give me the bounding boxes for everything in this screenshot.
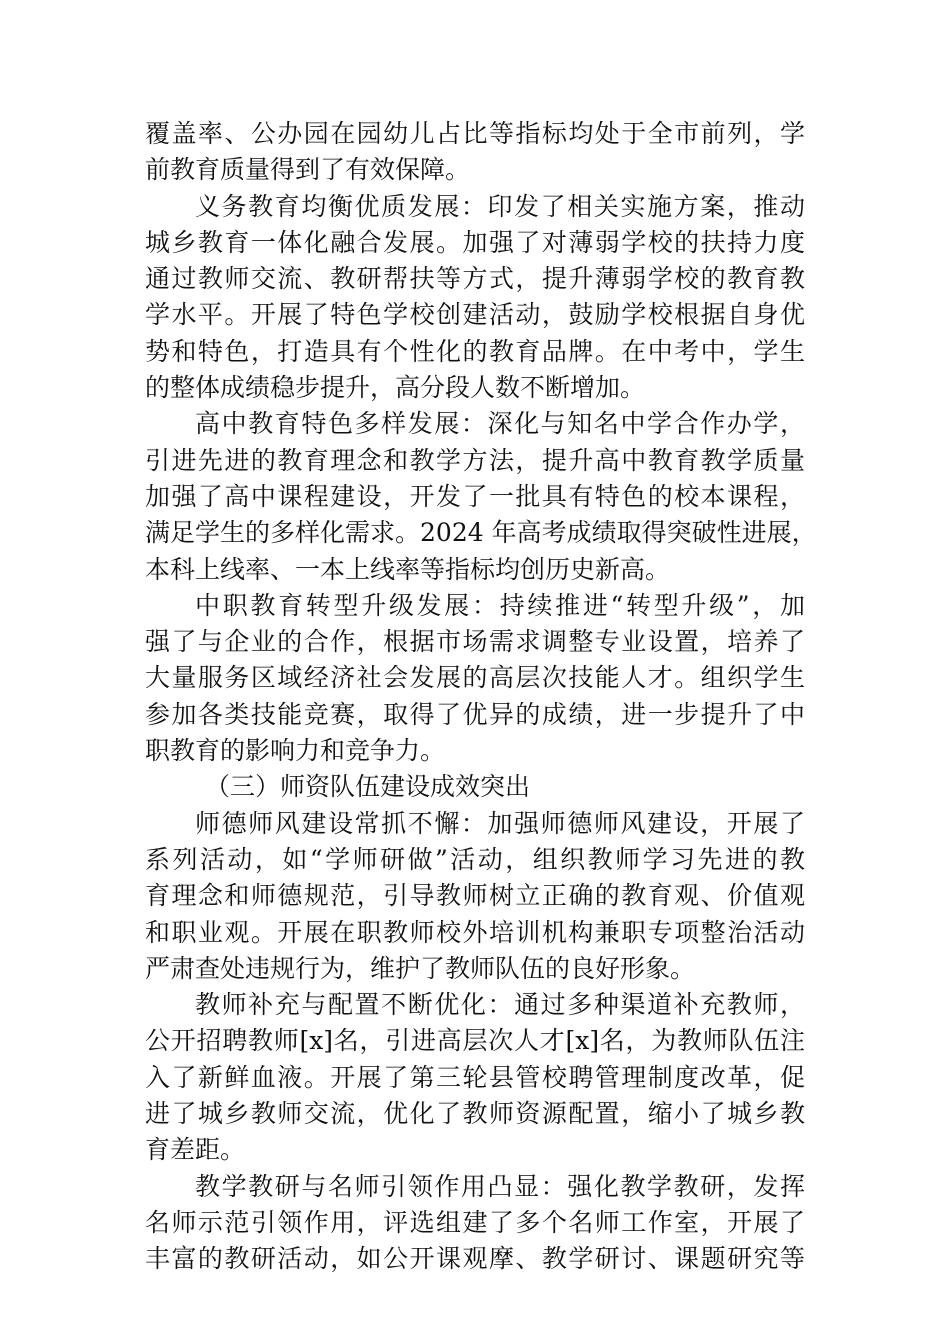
text-line: 入了新鲜血液。开展了第三轮县管校聘管理制度改革，促 [145, 1062, 805, 1092]
text-line: 参加各类技能竞赛，取得了优异的成绩，进一步提升了中 [145, 699, 805, 729]
document-body [145, 116, 817, 1278]
text-line: 丰富的教研活动，如公开课观摩、教学研讨、课题研究等 [145, 1244, 805, 1274]
text-line: 覆盖率、公办园在园幼儿占比等指标均处于全市前列，学 [145, 119, 805, 148]
text-line: 通过教师交流、教研帮扶等方式，提升薄弱学校的教育教 [145, 264, 805, 294]
text-line: 本科上线率、一本上线率等指标均创历史新高。 [145, 554, 671, 584]
text-line: 强了与企业的合作，根据市场需求调整专业设置，培养了 [145, 627, 805, 657]
text-line: 和职业观。开展在职教师校外培训机构兼职专项整治活动 [145, 917, 805, 947]
text-line: 教学教研与名师引领作用凸显：强化教学教研，发挥 [195, 1171, 805, 1201]
text-line: 势和特色，打造具有个性化的教育品牌。在中考中，学生 [145, 336, 805, 366]
text-line: 严肃查处违规行为，维护了教师队伍的良好形象。 [145, 953, 696, 983]
text-line: 名师示范引领作用，评选组建了多个名师工作室，开展了 [145, 1207, 805, 1237]
text-line: 师德师风建设常抓不懈：加强师德师风建设，开展了 [195, 808, 805, 838]
text-line: 加强了高中课程建设，开发了一批具有特色的校本课程， [145, 481, 805, 511]
section-heading: （三）师资队伍建设成效突出 [205, 772, 531, 802]
text-line: 前教育质量得到了有效保障。 [145, 155, 471, 185]
text-line: 育差距。 [145, 1135, 246, 1165]
text-line: 满足学生的多样化需求。2024 年高考成绩取得突破性进展， [145, 518, 817, 548]
text-line: 的整体成绩稳步提升，高分段人数不断增加。 [145, 373, 646, 403]
text-line: 中职教育转型升级发展：持续推进“转型升级”，加 [195, 590, 805, 620]
text-line: 育理念和师德规范，引导教师树立正确的教育观、价值观 [145, 881, 805, 911]
text-line: 进了城乡教师交流，优化了教师资源配置，缩小了城乡教 [145, 1099, 805, 1129]
text-line: 高中教育特色多样发展：深化与知名中学合作办学， [195, 409, 805, 439]
text-line: 系列活动，如“学师研做”活动，组织教师学习先进的教 [145, 844, 805, 874]
text-line: 引进先进的教育理念和教学方法，提升高中教育教学质量 [145, 445, 805, 475]
text-line: 教师补充与配置不断优化：通过多种渠道补充教师， [195, 990, 805, 1020]
text-line: 职教育的影响力和竞争力。 [145, 736, 446, 766]
text-line: 大量服务区域经济社会发展的高层次技能人才。组织学生 [145, 663, 805, 693]
text-line: 城乡教育一体化融合发展。加强了对薄弱学校的扶持力度 [145, 227, 805, 257]
text-line: 义务教育均衡优质发展：印发了相关实施方案，推动 [195, 191, 805, 221]
text-line: 学水平。开展了特色学校创建活动，鼓励学校根据自身优 [145, 300, 805, 330]
text-line: 公开招聘教师[x]名，引进高层次人才[x]名，为教师队伍注 [145, 1026, 805, 1056]
